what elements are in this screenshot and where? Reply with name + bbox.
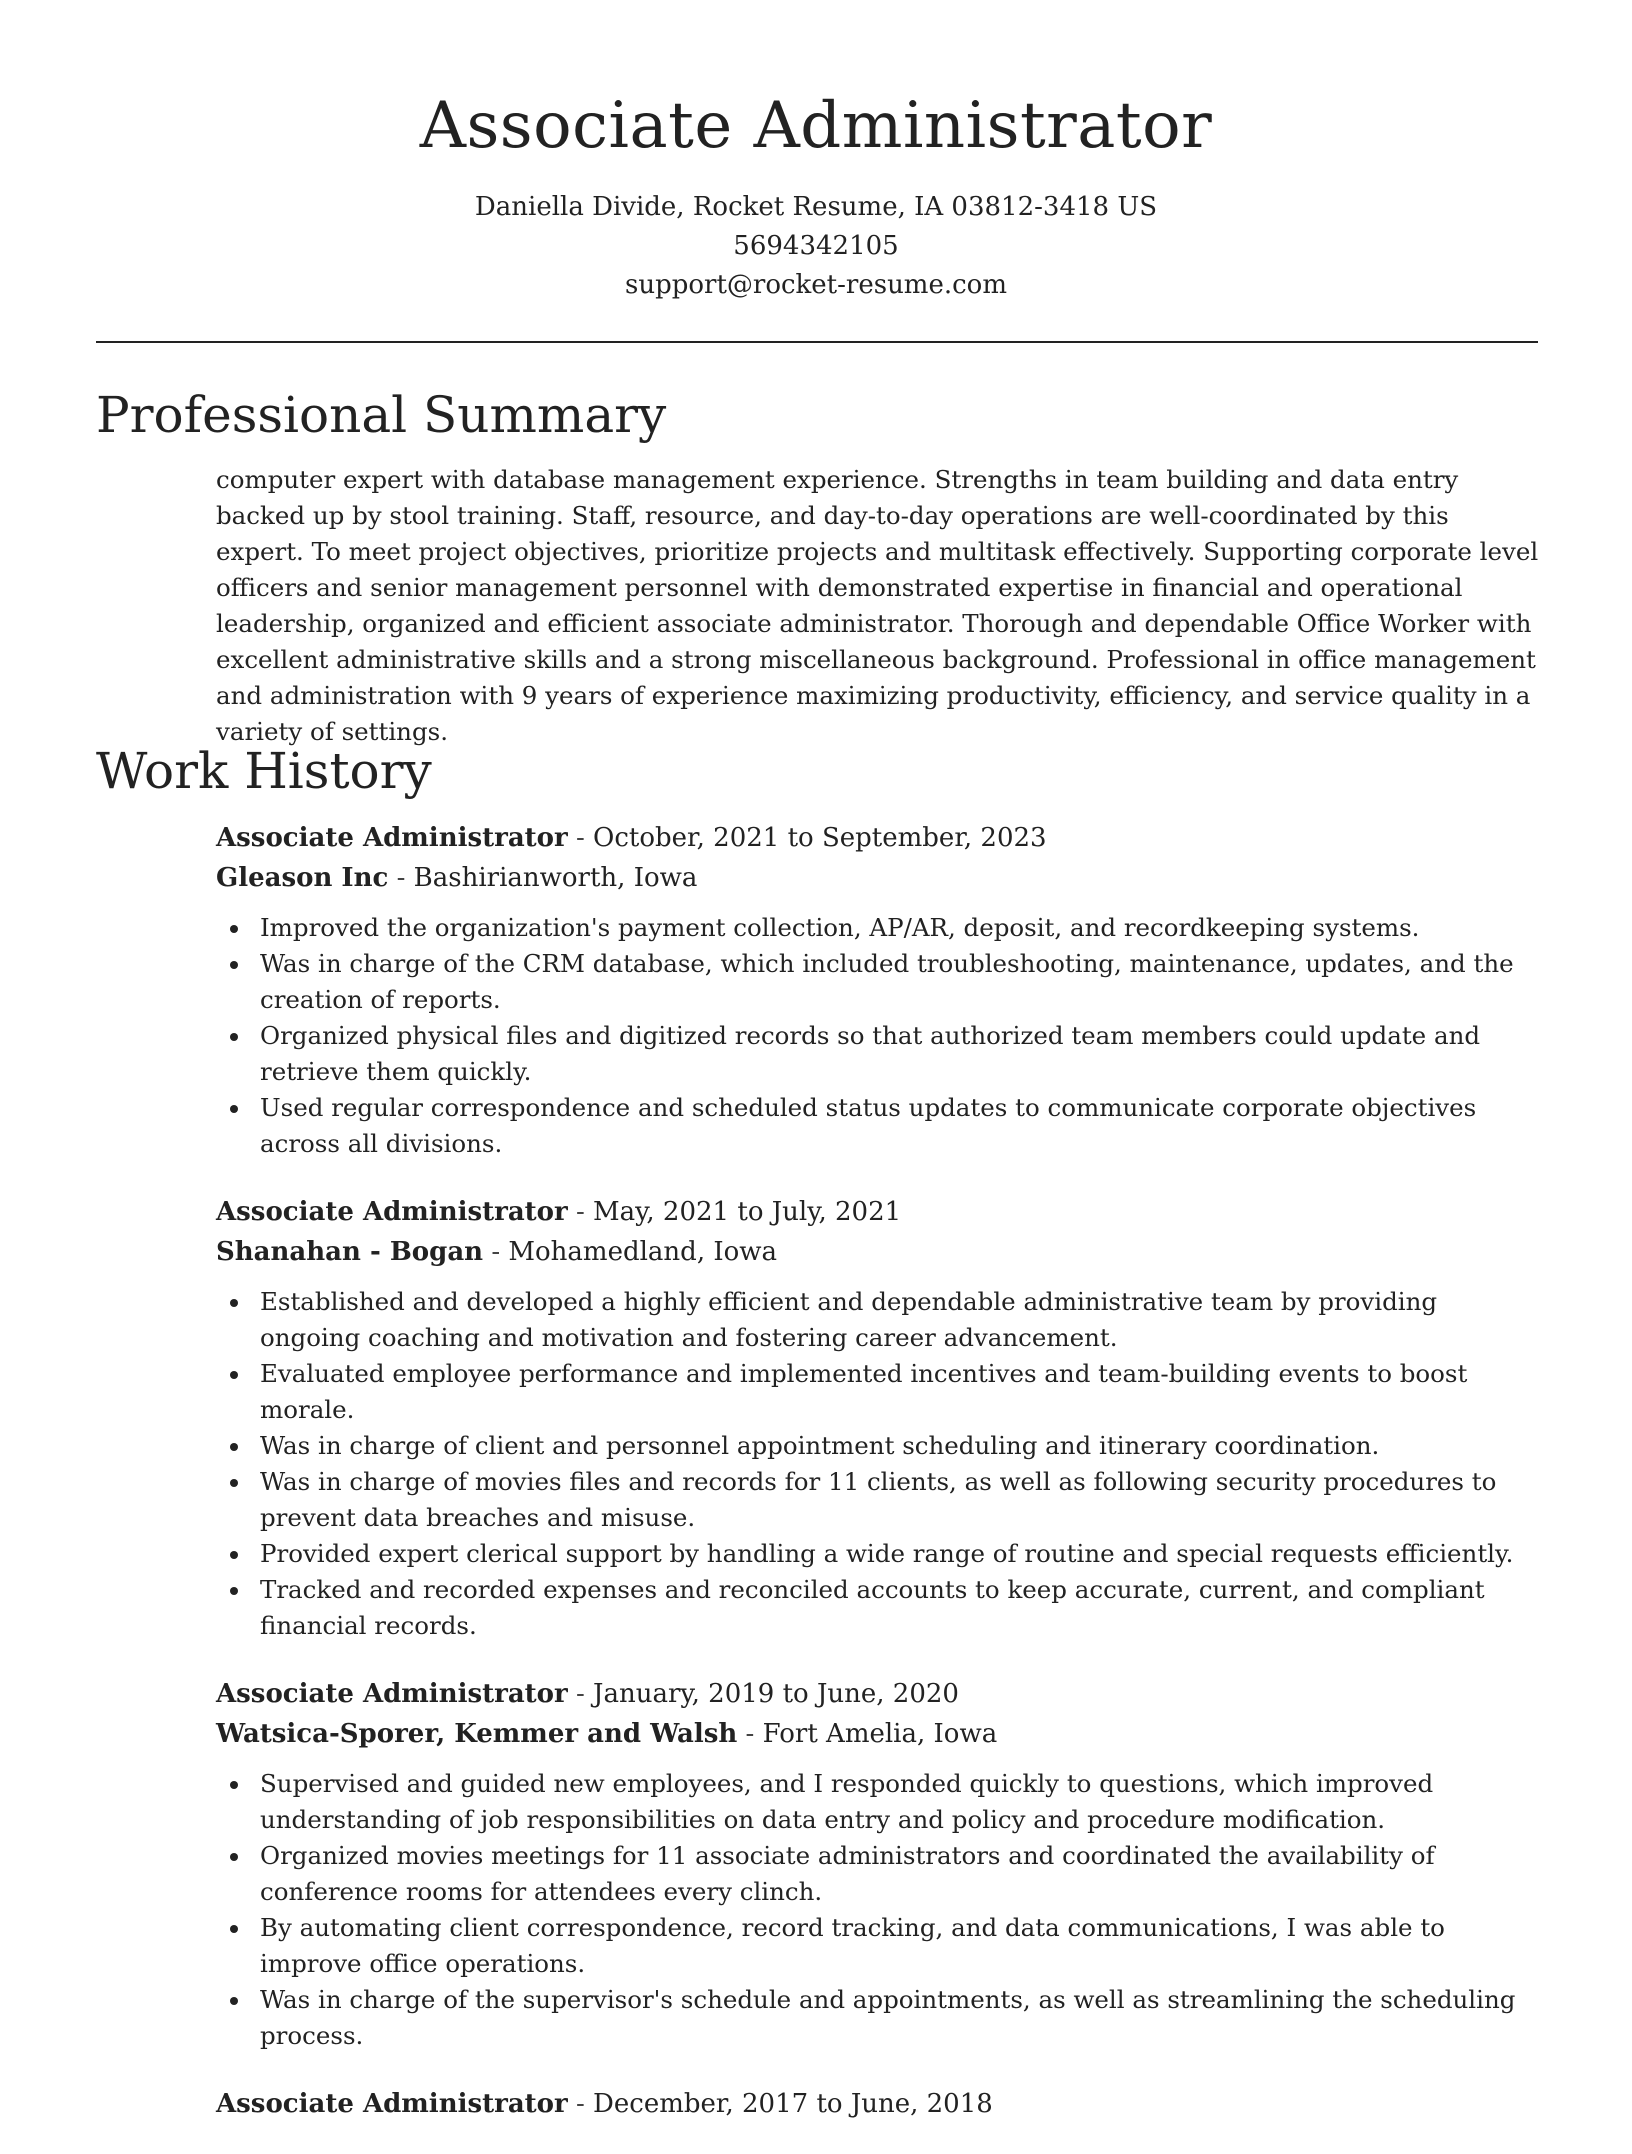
- job-dates: October, 2021 to September, 2023: [593, 823, 1047, 853]
- job-title: Associate Administrator: [216, 1679, 568, 1709]
- job-title: Associate Administrator: [216, 823, 568, 853]
- job-bullet: Organized physical files and digitized records so that authorized team members could update and retrieve them quickly.: [216, 1018, 1540, 1090]
- job-company-line: Gleason Inc - Bashirianworth, Iowa: [216, 863, 698, 893]
- job-location: Fort Amelia, Iowa: [762, 1719, 998, 1749]
- job-bullets: [216, 1284, 1540, 1644]
- contact-phone: 5694342105: [733, 231, 899, 261]
- job-dates: January, 2019 to June, 2020: [593, 1679, 959, 1709]
- job-bullet: Organized movies meetings for 11 associate administrators and coordinated the availability of conference rooms for attendees every clinch.: [216, 1838, 1540, 1910]
- job-location: Mohamedland, Iowa: [508, 1237, 778, 1267]
- contact-address: Daniella Divide, Rocket Resume, IA 03812-3418 US: [474, 192, 1158, 222]
- job-company-line: Watsica-Sporer, Kemmer and Walsh - Fort Amelia, Iowa: [216, 1719, 998, 1749]
- job-bullet: Established and developed a highly efficient and dependable administrative team by providing ongoing coaching and motivation and fostering career advancement.: [216, 1284, 1540, 1356]
- job-entry: [216, 2084, 1540, 2124]
- job-bullet: Provided expert clerical support by handling a wide range of routine and special requests efficiently.: [216, 1536, 1540, 1572]
- section-heading-work-history: Work History: [96, 742, 432, 800]
- job-title: Associate Administrator: [216, 2089, 568, 2119]
- job-entry: [216, 1674, 1540, 2054]
- job-location: Bashirianworth, Iowa: [413, 863, 698, 893]
- job-bullet: Used regular correspondence and scheduled status updates to communicate corporate objectives across all divisions.: [216, 1090, 1540, 1162]
- job-bullet: Evaluated employee performance and implemented incentives and team-building events to boost morale.: [216, 1356, 1540, 1428]
- job-title: Associate Administrator: [216, 1197, 568, 1227]
- job-title-line: Associate Administrator - October, 2021 to September, 2023: [216, 823, 1047, 853]
- resume-title: Associate Administrator: [419, 89, 1213, 163]
- job-bullet: Tracked and recorded expenses and reconciled accounts to keep accurate, current, and compliant financial records.: [216, 1572, 1540, 1644]
- job-bullet: Supervised and guided new employees, and I responded quickly to questions, which improved understanding of job responsibilities on data entry and policy and procedure modification.: [216, 1766, 1540, 1838]
- job-company: Gleason Inc: [216, 863, 389, 893]
- section-heading-summary: Professional Summary: [96, 386, 667, 444]
- job-bullet: By automating client correspondence, record tracking, and data communications, I was able to improve office operations.: [216, 1910, 1540, 1982]
- job-dates: December, 2017 to June, 2018: [593, 2089, 993, 2119]
- job-dates: May, 2021 to July, 2021: [593, 1197, 902, 1227]
- job-bullet: Was in charge of movies files and records for 11 clients, as well as following security procedures to prevent data breaches and misuse.: [216, 1464, 1540, 1536]
- job-bullet: Was in charge of the CRM database, which included troubleshooting, maintenance, updates, and the creation of reports.: [216, 946, 1540, 1018]
- work-history-list: [216, 818, 1540, 2154]
- job-bullet: Improved the organization's payment collection, AP/AR, deposit, and recordkeeping systems.: [216, 910, 1540, 946]
- job-title-line: Associate Administrator - January, 2019 to June, 2020: [216, 1679, 959, 1709]
- header-divider: [96, 341, 1538, 343]
- contact-email: support@rocket-resume.com: [624, 270, 1007, 300]
- job-bullet: Was in charge of client and personnel appointment scheduling and itinerary coordination.: [216, 1428, 1540, 1464]
- job-bullet: Was in charge of the supervisor's schedule and appointments, as well as streamlining the scheduling process.: [216, 1982, 1540, 2054]
- job-title-line: Associate Administrator - May, 2021 to July, 2021: [216, 1197, 902, 1227]
- job-company: Shanahan - Bogan: [216, 1237, 484, 1267]
- resume-header: [0, 82, 1632, 305]
- job-entry: [216, 818, 1540, 1162]
- job-title-line: Associate Administrator - December, 2017 to June, 2018: [216, 2089, 993, 2119]
- job-bullets: [216, 1766, 1540, 2054]
- job-bullets: [216, 910, 1540, 1162]
- job-entry: [216, 1192, 1540, 1644]
- job-company-line: Shanahan - Bogan - Mohamedland, Iowa: [216, 1237, 778, 1267]
- contact-block: [0, 188, 1632, 305]
- job-company: Watsica-Sporer, Kemmer and Walsh: [216, 1719, 738, 1749]
- summary-text: computer expert with database management experience. Strengths in team building and data entry backed up by stool training. Staff, resource, and day-to-day operations are well-coordinated by this expert. To meet project objectives, prioritize projects and multitask effectively. Supporting corporate level officers and senior management personnel with demonstrated expertise in financial and operational leadership, organized and efficient associate administrator. Thorough and dependable Office Worker with excellent administrative skills and a strong miscellaneous background. Professional in office management and administration with 9 years of experience maximizing productivity, efficiency, and service quality in a variety of settings.: [216, 465, 1539, 746]
